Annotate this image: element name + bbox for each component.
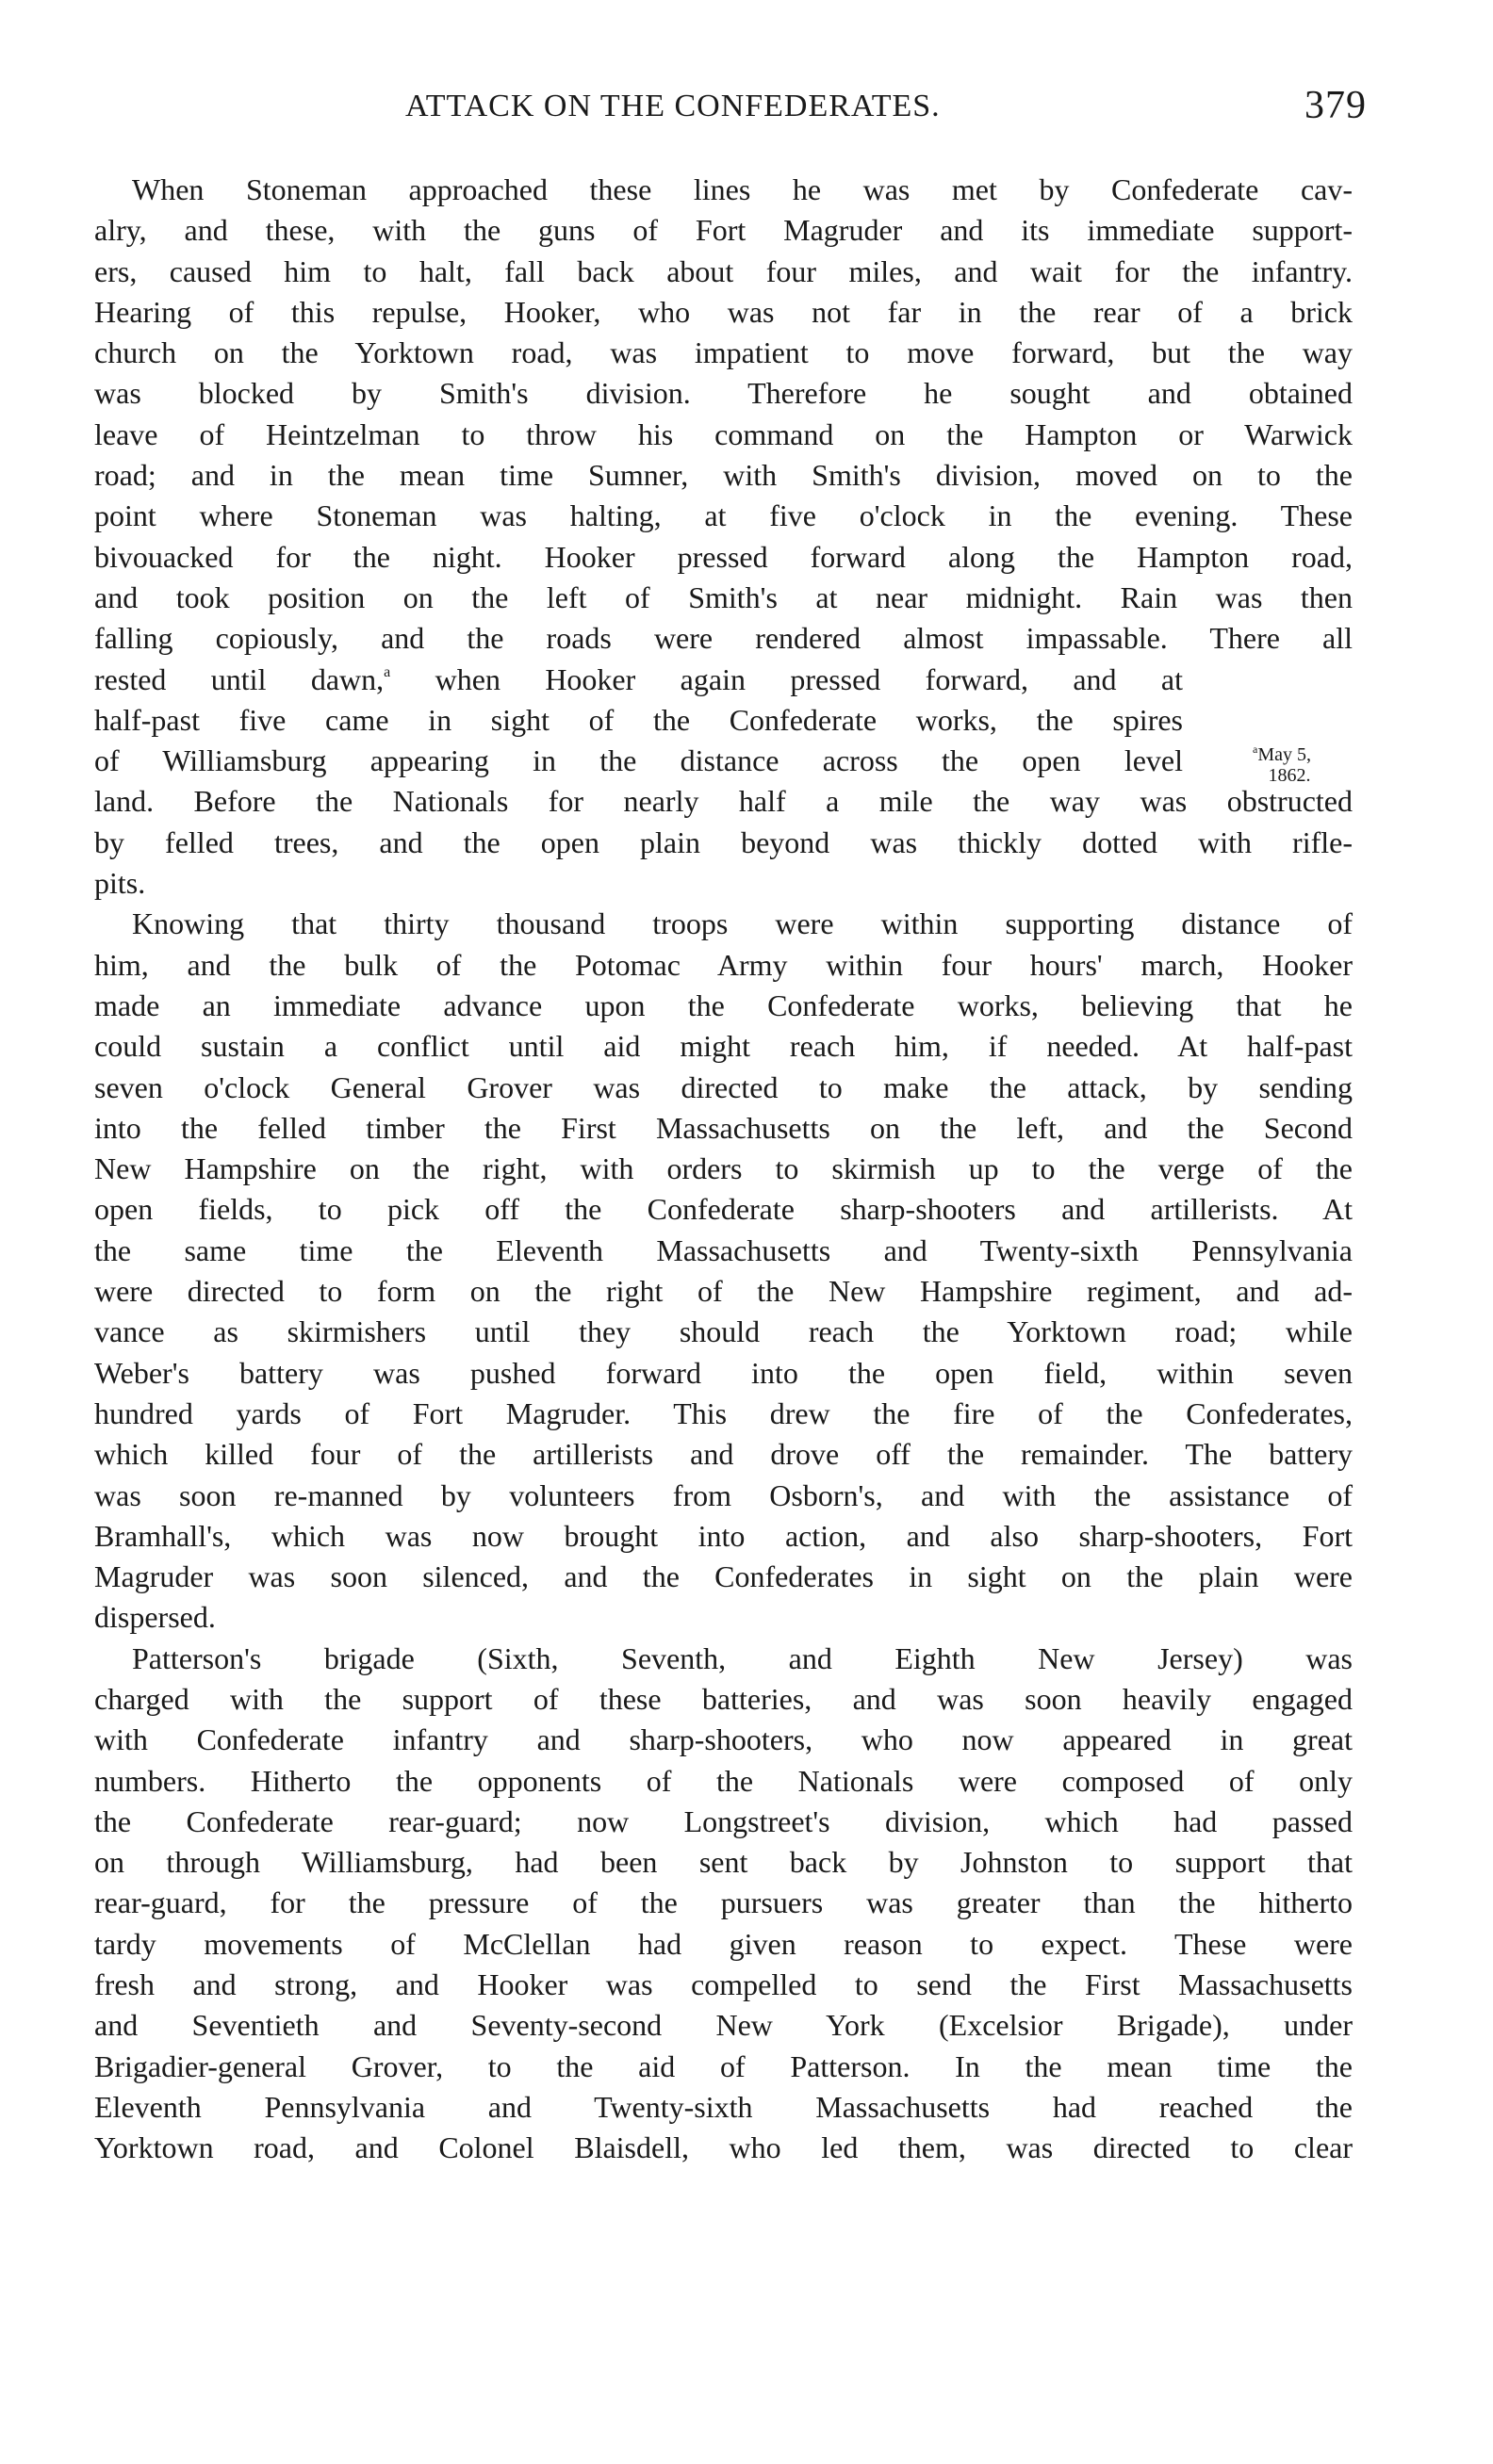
text-line-segment: when Hooker again pressed forward, and at bbox=[390, 661, 1183, 696]
text-line: him, and the bulk of the Potomac Army within four hours' march, Hooker bbox=[94, 947, 1353, 982]
text-line: was blocked by Smith's division. Therefore he sought and obtained bbox=[94, 376, 1353, 411]
text-line: made an immediate advance upon the Confederate works, believing that he bbox=[94, 987, 1353, 1022]
text-line: church on the Yorktown road, was impatient to move forward, but the way bbox=[94, 335, 1353, 370]
text-line: numbers. Hitherto the opponents of the Nationals were composed of only bbox=[94, 1763, 1353, 1798]
text-line: rear-guard, for the pressure of the pursuers was greater than the hitherto bbox=[94, 1885, 1353, 1920]
margin-note bbox=[1225, 744, 1338, 786]
text-line: fresh and strong, and Hooker was compelled to send the First Massachusetts bbox=[94, 1967, 1353, 2002]
text-line: and took position on the left of Smith's at near midnight. Rain was then bbox=[94, 579, 1353, 614]
text-line: leave of Heintzelman to throw his command on the Hampton or Warwick bbox=[94, 416, 1353, 451]
text-line: New Hampshire on the right, with orders to skirmish up to the verge of the bbox=[94, 1151, 1353, 1186]
text-line: point where Stoneman was halting, at five o'clock in the evening. These bbox=[94, 498, 1353, 533]
text-line: Yorktown road, and Colonel Blaisdell, who led them, was directed to clear bbox=[94, 2130, 1353, 2165]
text-line: When Stoneman approached these lines he was met by Confederate cav- bbox=[132, 172, 1353, 206]
page-header bbox=[94, 83, 1367, 139]
text-line: could sustain a conflict until aid might reach him, if needed. At half-past bbox=[94, 1029, 1353, 1064]
text-line: vance as skirmishers until they should reach the Yorktown road; while bbox=[94, 1314, 1353, 1349]
text-line: Eleventh Pennsylvania and Twenty-sixth Massachusetts had reached the bbox=[94, 2089, 1353, 2124]
running-head: ATTACK ON THE CONFEDERATES. bbox=[405, 89, 941, 123]
text-line: half-past five came in sight of the Confederate works, the spires bbox=[94, 702, 1183, 737]
text-line: land. Before the Nationals for nearly half a mile the way was obstructed bbox=[94, 784, 1353, 819]
text-line: pits. bbox=[94, 866, 146, 901]
text-line: tardy movements of McClellan had given reason to expect. These were bbox=[94, 1926, 1353, 1961]
text-line: seven o'clock General Grover was directed to make the attack, by sending bbox=[94, 1069, 1353, 1104]
text-line: open fields, to pick off the Confederate sharp-shooters and artillerists. At bbox=[94, 1192, 1353, 1227]
text-line-segment: rested until dawn, bbox=[94, 661, 385, 696]
text-line: Brigadier-general Grover, to the aid of Patterson. In the mean time the bbox=[94, 2048, 1353, 2083]
text-line: Patterson's brigade (Sixth, Seventh, and Eighth New Jersey) was bbox=[132, 1640, 1353, 1675]
margin-note-marker: a bbox=[1253, 742, 1258, 756]
text-line: hundred yards of Fort Magruder. This drew the fire of the Confederates, bbox=[94, 1395, 1353, 1430]
text-line: alry, and these, with the guns of Fort Magruder and its immediate support- bbox=[94, 213, 1353, 248]
text-line: bivouacked for the night. Hooker pressed forward along the Hampton road, bbox=[94, 539, 1353, 574]
text-line: the Confederate rear-guard; now Longstreet's division, which had passed bbox=[94, 1803, 1353, 1838]
text-line: into the felled timber the First Massachusetts on the left, and the Second bbox=[94, 1110, 1353, 1145]
text-line: Weber's battery was pushed forward into the open field, within seven bbox=[94, 1355, 1353, 1390]
text-line bbox=[94, 660, 1183, 700]
text-line: were directed to form on the right of the New Hampshire regiment, and ad- bbox=[94, 1274, 1353, 1309]
text-line: with Confederate infantry and sharp-shooters, who now appeared in great bbox=[94, 1722, 1353, 1757]
footnote-marker: a bbox=[384, 663, 391, 680]
text-line: Magruder was soon silenced, and the Confederates in sight on the plain were bbox=[94, 1559, 1353, 1594]
text-line: dispersed. bbox=[94, 1600, 216, 1635]
text-line: was soon re-manned by volunteers from Osborn's, and with the assistance of bbox=[94, 1477, 1353, 1512]
text-line: Knowing that thirty thousand troops were within supporting distance of bbox=[132, 906, 1353, 941]
text-line: of Williamsburg appearing in the distance across the open level bbox=[94, 743, 1183, 778]
page-number: 379 bbox=[1304, 84, 1367, 127]
text-line: and Seventieth and Seventy-second New York (Excelsior Brigade), under bbox=[94, 2008, 1353, 2043]
text-line: charged with the support of these batteries, and was soon heavily engaged bbox=[94, 1681, 1353, 1716]
text-line: falling copiously, and the roads were rendered almost impassable. There all bbox=[94, 621, 1353, 656]
text-line: ers, caused him to halt, fall back about four miles, and wait for the infantry. bbox=[94, 253, 1353, 288]
margin-note-date: May 5, bbox=[1257, 744, 1311, 765]
text-line: on through Williamsburg, had been sent back by Johnston to support that bbox=[94, 1845, 1353, 1880]
text-line: Bramhall's, which was now brought into action, and also sharp-shooters, Fort bbox=[94, 1518, 1353, 1553]
text-line: the same time the Eleventh Massachusetts and Twenty-sixth Pennsylvania bbox=[94, 1232, 1353, 1267]
body-text bbox=[94, 170, 1353, 2169]
margin-note-year: 1862. bbox=[1268, 765, 1311, 786]
text-line: Hearing of this repulse, Hooker, who was not far in the rear of a brick bbox=[94, 294, 1353, 329]
text-line: by felled trees, and the open plain beyond was thickly dotted with rifle- bbox=[94, 824, 1353, 859]
text-line: which killed four of the artillerists and drove off the remainder. The battery bbox=[94, 1437, 1353, 1472]
text-line: road; and in the mean time Sumner, with Smith's division, moved on to the bbox=[94, 458, 1353, 493]
